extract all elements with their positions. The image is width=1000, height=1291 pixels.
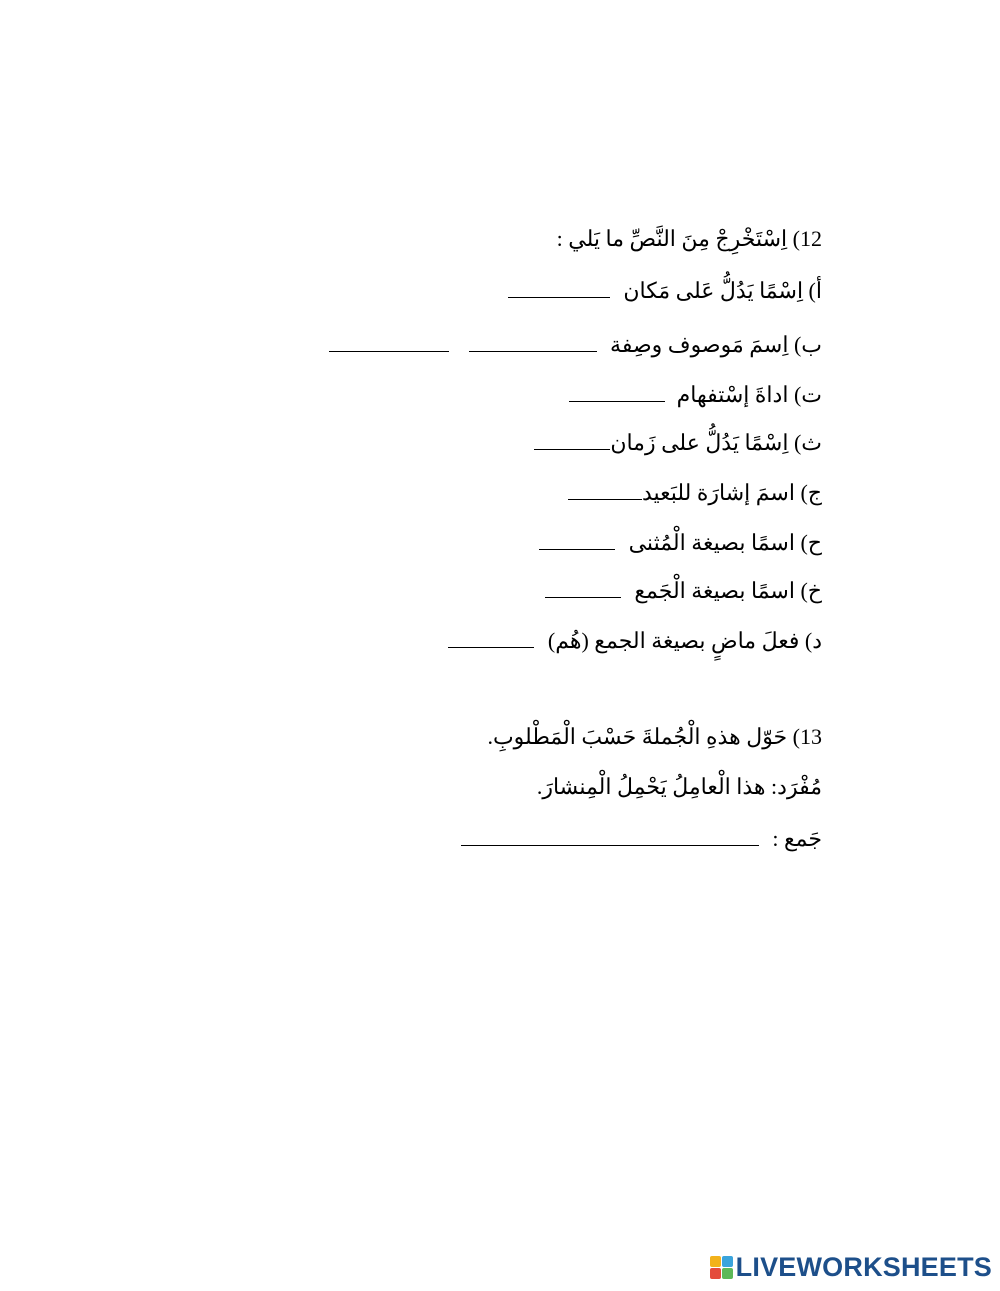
answer-blank-th[interactable] <box>534 431 610 450</box>
answer-blank-kh[interactable] <box>545 579 621 598</box>
q13-plural-row: جَمع : <box>461 824 822 854</box>
q12-item-t: ت) اداةَ إسْتفهام <box>569 380 822 410</box>
liveworksheets-logo <box>710 1252 992 1283</box>
q12-item-d: د) فعلَ ماضٍ بصيغة الجمع (هُم) <box>448 626 822 656</box>
logo-square-green <box>722 1268 733 1279</box>
q12-item-a: أ) اِسْمًا يَدُلُّ عَلى مَكان <box>508 276 822 306</box>
logo-icon <box>710 1256 733 1279</box>
q13-singular-sentence: مُفْرَد: هذا الْعامِلُ يَحْمِلُ الْمِنشارَ. <box>536 774 822 799</box>
question-13-heading: 13) حَوّل هذهِ الْجُملةَ حَسْبَ الْمَطْلوبِ. <box>487 724 822 749</box>
answer-blank-h[interactable] <box>539 531 615 550</box>
q12-item-kh: خ) اسمًا بصيغة الْجَمع <box>545 576 822 606</box>
logo-square-blue <box>722 1256 733 1267</box>
logo-text: LIVEWORKSHEETS <box>735 1252 992 1282</box>
logo-square-red <box>710 1268 721 1279</box>
logo-square-yellow <box>710 1256 721 1267</box>
answer-blank-t[interactable] <box>569 383 665 402</box>
q12-item-b: ب) اِسمَ مَوصوف وصِفة <box>329 330 822 360</box>
q12-item-h: ح) اسمًا بصيغة الْمُثنى <box>539 528 822 558</box>
question-12-heading: 12) اِسْتَخْرِجْ مِنَ النَّصِّ ما يَلي : <box>556 226 822 251</box>
answer-blank-b1[interactable] <box>469 333 597 352</box>
answer-blank-j[interactable] <box>568 481 642 500</box>
answer-blank-b2[interactable] <box>329 333 449 352</box>
q12-item-th: ث) اِسْمًا يَدُلُّ على زَمان <box>534 428 822 458</box>
answer-blank-d[interactable] <box>448 629 534 648</box>
answer-blank-plural[interactable] <box>461 827 759 846</box>
q12-item-j: ج) اسمَ إشارَة للبَعيد <box>568 478 822 508</box>
answer-blank-a[interactable] <box>508 279 610 298</box>
